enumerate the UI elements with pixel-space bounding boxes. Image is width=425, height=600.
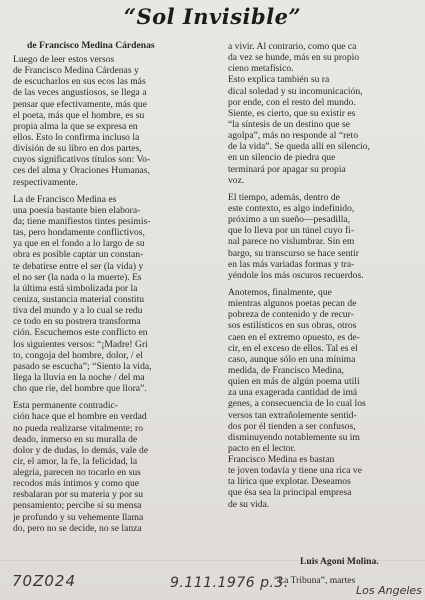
text-line: resbalaran por su materia y por su bbox=[13, 489, 144, 501]
text-line: dos por él tienden a ser confusos, bbox=[228, 420, 356, 432]
text-line: alegría, parecen no tocarlo en sus bbox=[13, 467, 141, 479]
text-line: pacto en el lector. bbox=[228, 442, 296, 454]
text-line: que ésa sea la principal empresa bbox=[228, 487, 352, 499]
text-line: no pueda realizarse vitalmente; ro bbox=[13, 422, 143, 434]
text-line: ce todo en su postrera transforma bbox=[13, 316, 141, 328]
text-line: genes, a consecuencia de lo cual los bbox=[228, 398, 366, 410]
text-line: ción. Escuchemos este conflicto en bbox=[13, 327, 148, 339]
text-line: sos estilísticos en sus obras, otros bbox=[228, 320, 357, 332]
text-line: cho que ríe, del hombre que llora”. bbox=[13, 383, 147, 395]
text-line: El tiempo, además, dentro de bbox=[228, 191, 340, 203]
text-line: de Francisco Medina Cárdenas y bbox=[13, 65, 139, 77]
text-line: quien en más de algún poema utili bbox=[228, 376, 360, 388]
text-line: en las más variadas formas y tra- bbox=[228, 258, 355, 270]
byline-top: de Francisco Medina Cárdenas bbox=[27, 40, 155, 51]
text-line: Esta permanente contradic- bbox=[13, 400, 118, 412]
text-line: ya que en el fondo a lo largo de su bbox=[13, 238, 145, 250]
text-line: versos tan extrañolemente sentid- bbox=[228, 409, 357, 421]
text-line: je profundo y su vehemente llama bbox=[13, 511, 144, 523]
article-column-right bbox=[228, 41, 420, 510]
text-line: te debatirse entre el ser (la vida) y bbox=[13, 260, 144, 272]
text-line: que lo lleva por un túnel cuyo fi- bbox=[228, 225, 355, 237]
text-line: medida, de Francisco Medina, bbox=[228, 364, 344, 376]
text-line: por ende, con el resto del mundo. bbox=[228, 96, 356, 108]
text-line: disminuyendo notablemente su im bbox=[228, 431, 360, 443]
text-line: za una exagerada cantidad de imá bbox=[228, 387, 358, 399]
text-line: ta lírica que explotar. Deseamos bbox=[228, 476, 351, 488]
text-line: Siente, es cierto, que su existir es bbox=[228, 107, 356, 119]
text-line: Esto explica también su ra bbox=[228, 74, 330, 86]
text-line: de la vida”. Se queda allí en silencio, bbox=[228, 141, 370, 153]
text-line: ción hace que el hombre en verdad bbox=[13, 411, 147, 423]
handwritten-id: 70Z024 bbox=[12, 572, 76, 590]
text-line: Luego de leer estos versos bbox=[13, 54, 115, 65]
text-line: dolor y de dudas, lo demás, vale de bbox=[13, 444, 149, 456]
text-line: mientras algunos poetas pecan de bbox=[228, 298, 357, 310]
text-line: nal parece no vislumbrar. Sin em bbox=[228, 236, 355, 248]
text-line: a vivir. Al contrario, como que ca bbox=[228, 41, 357, 52]
text-line: la última está simbolizada por la bbox=[13, 282, 138, 294]
text-line: do, pero no se decide, no se lanza bbox=[13, 522, 142, 534]
text-line: respectivamente. bbox=[13, 176, 78, 188]
text-line: to, congoja del hombre, dolor, / el bbox=[13, 349, 143, 361]
handwritten-date: 9.111.1976 p.3. bbox=[170, 575, 289, 591]
text-line: tiva del mundo y a lo cual se redu bbox=[13, 305, 143, 317]
text-line: tas, pero hondamente conflictivos, bbox=[13, 227, 145, 239]
article-column-left bbox=[13, 40, 203, 534]
newspaper-source: “La Tribuna”, martes bbox=[274, 575, 356, 586]
text-line: Anotemos, finalmente, que bbox=[228, 286, 332, 298]
text-line: obra es posible captar un constan- bbox=[13, 249, 144, 261]
text-line: dical soledad y su incomunicación, bbox=[228, 85, 363, 97]
left-column-lines bbox=[13, 54, 203, 534]
text-line: La de Francisco Medina es bbox=[13, 193, 117, 205]
text-line: en un silencio de piedra que bbox=[228, 152, 336, 164]
text-line: pasado se escucha”; “Siento la vida, bbox=[13, 360, 152, 372]
text-line: deado, inmerso en su muralla de bbox=[13, 433, 138, 445]
text-line: división de su libro en dos partes, bbox=[13, 143, 142, 155]
text-line: ces del alma y Oraciones Humanas, bbox=[13, 165, 150, 177]
text-line: Francisco Medina es bastan bbox=[228, 454, 335, 466]
text-line: terminará por apagar su propia bbox=[228, 163, 346, 175]
text-line: pobreza de contenido y de recur- bbox=[228, 309, 354, 321]
text-line: llega la lluvia en la noche / del ma bbox=[13, 371, 145, 383]
handwritten-city: Los Angeles bbox=[356, 584, 422, 597]
text-line: bargo, su transcurso se hace sentir bbox=[228, 247, 359, 259]
text-line: te joven todavía y tiene una rica ve bbox=[228, 465, 362, 477]
text-line: el no ser (la nada o la muerte). Es bbox=[13, 271, 142, 283]
text-line: cir, en el exceso de ellos. Tal es el bbox=[228, 342, 358, 354]
text-line: de su vida. bbox=[228, 498, 270, 510]
text-line: yéndole los más oscuros recuerdos. bbox=[228, 269, 364, 281]
text-line: voz. bbox=[228, 174, 245, 186]
text-line: ellos. Esto lo confirma incluso la bbox=[13, 131, 140, 143]
text-line: de escucharlos en sus ecos las más bbox=[13, 76, 146, 88]
text-line: propia alma la que se expresa en bbox=[13, 120, 138, 132]
text-line: una poesía bastante bien elabora- bbox=[13, 204, 141, 216]
text-line: caen en el extremo opuesto, es de- bbox=[228, 331, 360, 343]
text-line: este contexto, es algo indefinido, bbox=[228, 202, 355, 214]
text-line: recodos más íntimos y como que bbox=[13, 478, 140, 490]
text-line: agolpa”, más no responde al “reto bbox=[228, 130, 358, 142]
text-line: cuyos significativos títulos son: Vo- bbox=[13, 154, 151, 166]
text-line: pensar que efectivamente, más que bbox=[13, 98, 147, 110]
text-line: de las veces angustiosos, se llega a bbox=[13, 87, 147, 99]
text-line: cieno metafísico. bbox=[228, 63, 294, 75]
text-line: pensamiento; percibe sí su mensa bbox=[13, 500, 142, 512]
text-line: caso, aunque sólo en una mínima bbox=[228, 353, 356, 365]
text-line: da vez se hunde, más en su propio bbox=[228, 52, 360, 64]
text-line: los siguientes versos: “¡Madre! Gri bbox=[13, 338, 148, 350]
right-column-lines bbox=[228, 41, 420, 510]
text-line: el poeta, más que el hombre, es su bbox=[13, 109, 145, 121]
text-line: “la síntesis de un destino que se bbox=[228, 118, 351, 130]
author-signature: Luis Agoni Molina. bbox=[300, 556, 379, 567]
text-line: cir, el amor, la fe, la felicidad, la bbox=[13, 455, 138, 467]
article-headline: “Sol Invisible” bbox=[123, 4, 302, 29]
text-line: ceniza, sustancia material constitu bbox=[13, 293, 145, 305]
text-line: próximo a un sueño—pesadilla, bbox=[228, 214, 351, 226]
text-line: da; tiene manifiestos tintes pesimis- bbox=[13, 215, 151, 227]
